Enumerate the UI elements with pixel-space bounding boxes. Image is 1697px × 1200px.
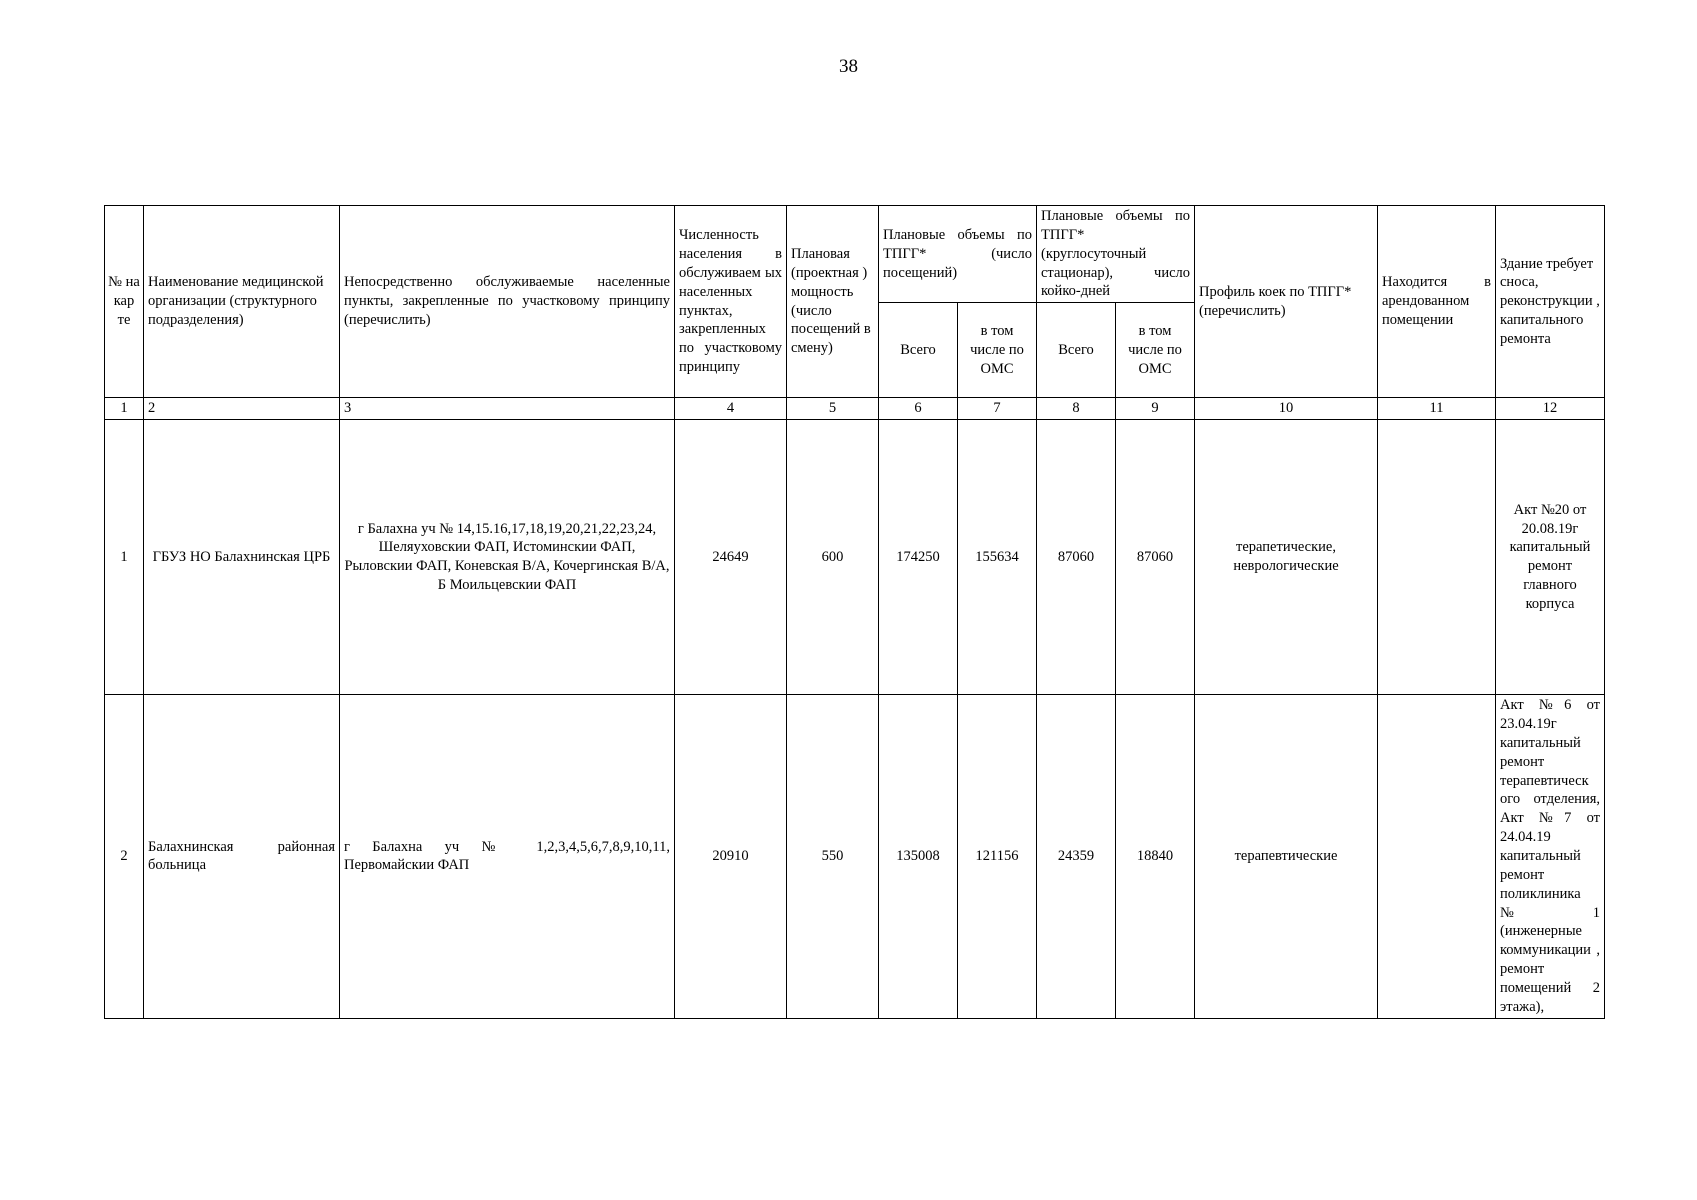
column-number: 2 <box>144 398 340 420</box>
column-number: 3 <box>340 398 675 420</box>
header-stationary-total: Всего <box>1037 303 1116 398</box>
header-capacity: Плановая (проектная ) мощность (число посещений в смену) <box>787 206 879 398</box>
header-visits-oms: в том числе по ОМС <box>958 303 1037 398</box>
capacity: 600 <box>787 420 879 695</box>
header-settlements: Непосредственно обслуживаемые населенные пункты, закрепленные по участковому принципу (перечислить) <box>340 206 675 398</box>
table-row <box>105 420 1605 695</box>
stationary-oms: 87060 <box>1116 420 1195 695</box>
visits-total: 174250 <box>879 420 958 695</box>
population: 24649 <box>675 420 787 695</box>
population: 20910 <box>675 695 787 1018</box>
row-no: 1 <box>105 420 144 695</box>
column-number: 9 <box>1116 398 1195 420</box>
column-number: 1 <box>105 398 144 420</box>
settlements: г Балахна уч № 14,15.16,17,18,19,20,21,22,23,24, Шеляуховскии ФАП, Истоминскии ФАП, Рыловскии ФАП, Коневская В/А, Кочергинская В/А, Б Моильцевскии ФАП <box>340 420 675 695</box>
header-stationary-group: Плановые объемы по ТПГГ* (круглосуточный стационар), число койко-дней <box>1037 206 1195 303</box>
column-number: 8 <box>1037 398 1116 420</box>
column-number: 7 <box>958 398 1037 420</box>
rented <box>1378 420 1496 695</box>
stationary-total: 87060 <box>1037 420 1116 695</box>
page-number: 38 <box>839 56 858 77</box>
header-rented: Находится в арендованном помещении <box>1378 206 1496 398</box>
beds-profile: терапетические, неврологические <box>1195 420 1378 695</box>
org-name: Балахнинская районная больница <box>144 695 340 1018</box>
settlements: г Балахна уч № 1,2,3,4,5,6,7,8,9,10,11, Первомайскии ФАП <box>340 695 675 1018</box>
column-number: 12 <box>1496 398 1605 420</box>
visits-oms: 121156 <box>958 695 1037 1018</box>
header-stationary-oms: в том числе по ОМС <box>1116 303 1195 398</box>
row-no: 2 <box>105 695 144 1018</box>
header-visits-group: Плановые объемы по ТПГГ* (число посещений) <box>879 206 1037 303</box>
column-number: 4 <box>675 398 787 420</box>
header-beds-profile: Профиль коек по ТПГГ* (перечислить) <box>1195 206 1378 398</box>
header-building: Здание требует сноса, реконструкции , капитального ремонта <box>1496 206 1605 398</box>
building-status: Акт №6 от 23.04.19г капитальный ремонт терапевтическ ого отделения, Акт №7 от 24.04.19 капитальный ремонт поликлиника №1 (инженерные коммуникации , ремонт помещений 2 этажа), <box>1496 695 1605 1018</box>
table-header-row <box>105 206 1605 303</box>
beds-profile: терапевтические <box>1195 695 1378 1018</box>
column-number: 6 <box>879 398 958 420</box>
header-no: № на кар те <box>105 206 144 398</box>
org-name: ГБУЗ НО Балахнинская ЦРБ <box>144 420 340 695</box>
column-number-row <box>105 398 1605 420</box>
header-visits-total: Всего <box>879 303 958 398</box>
visits-oms: 155634 <box>958 420 1037 695</box>
building-status: Акт №20 от 20.08.19г капитальный ремонт главного корпуса <box>1496 420 1605 695</box>
stationary-total: 24359 <box>1037 695 1116 1018</box>
medical-organizations-table <box>104 205 1605 1019</box>
column-number: 10 <box>1195 398 1378 420</box>
header-org-name: Наименование медицинской организации (структурного подразделения) <box>144 206 340 398</box>
capacity: 550 <box>787 695 879 1018</box>
column-number: 5 <box>787 398 879 420</box>
visits-total: 135008 <box>879 695 958 1018</box>
rented <box>1378 695 1496 1018</box>
column-number: 11 <box>1378 398 1496 420</box>
header-population: Численность населения в обслуживаем ых населенных пунктах, закрепленных по участковому принципу <box>675 206 787 398</box>
stationary-oms: 18840 <box>1116 695 1195 1018</box>
table-row <box>105 695 1605 1018</box>
